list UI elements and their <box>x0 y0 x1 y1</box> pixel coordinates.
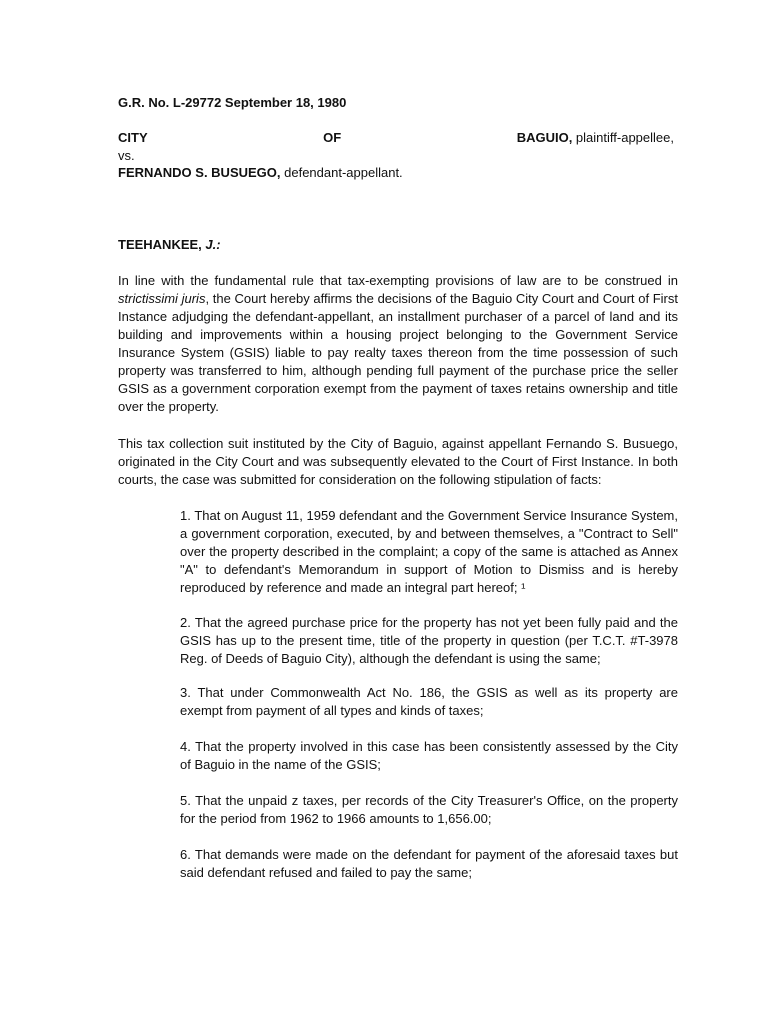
paragraph-intro-italic: strictissimi juris <box>118 291 206 306</box>
paragraph-intro-part2: , the Court hereby affirms the decisions of the Baguio City Court and Court of First Instance adjudging the defendant-appellant, an installment purchaser of a parcel of land and its building and improvements within a housing project belonging to the Government Service Insurance System (GSIS) liable to pay realty taxes thereon from the time possession of such property was transferred to him, although pending full payment of the purchase price the seller GSIS as a government corporation exempt from the payment of taxes retains ownership and title over the property. <box>118 291 678 414</box>
paragraph-intro-part1: In line with the fundamental rule that tax-exempting provisions of law are to be construed in <box>118 273 678 288</box>
plaintiff-word-baguio: BAGUIO, <box>516 130 573 145</box>
stipulation-5: 5. That the unpaid z taxes, per records of the City Treasurer's Office, on the property for the period from 1962 to 1966 amounts to 1,656.00; <box>180 793 678 826</box>
plaintiff-line <box>118 129 674 147</box>
stipulation-2: 2. That the agreed purchase price for the property has not yet been fully paid and the GSIS has up to the present time, title of the property in question (per T.C.T. #T-3978 Reg. of Deeds of Baguio City), although the defendant is using the same; <box>180 615 678 666</box>
paragraph-intro <box>118 272 678 416</box>
versus: vs. <box>118 148 135 163</box>
plaintiff-word-of: OF <box>323 130 342 145</box>
plaintiff-name-role <box>517 129 674 147</box>
plaintiff-word-city: CITY <box>118 130 148 145</box>
defendant-name: FERNANDO S. BUSUEGO, <box>118 165 281 180</box>
stipulation-4: 4. That the property involved in this case has been consistently assessed by the City of Baguio in the name of the GSIS; <box>180 739 678 772</box>
stipulation-3: 3. That under Commonwealth Act No. 186, the GSIS as well as its property are exempt from payment of all types and kinds of taxes; <box>180 685 678 718</box>
defendant-line <box>118 164 403 182</box>
paragraph-suit: This tax collection suit instituted by the City of Baguio, against appellant Fernando S. Busuego, originated in the City Court and was subsequently elevated to the Court of First Instance. In both courts, the case was submitted for consideration on the following stipulation of facts: <box>118 436 678 487</box>
defendant-role: defendant-appellant. <box>280 165 403 180</box>
ponente-name: TEEHANKEE, <box>118 237 206 252</box>
stipulation-6: 6. That demands were made on the defendant for payment of the aforesaid taxes but said defendant refused and failed to pay the same; <box>180 847 678 880</box>
ponente <box>118 236 221 254</box>
plaintiff-role: plaintiff-appellee, <box>572 130 674 145</box>
stipulation-1: 1. That on August 11, 1959 defendant and the Government Service Insurance System, a government corporation, executed, by and between themselves, a "Contract to Sell" over the property described in the complaint; a copy of the same is attached as Annex "A" to defendant's Memorandum in support of Motion to Dismiss and is hereby reproduced by reference and made an integral part hereof; ¹ <box>180 508 678 595</box>
case-number: G.R. No. L-29772 September 18, 1980 <box>118 95 347 110</box>
ponente-title: J.: <box>205 237 221 252</box>
